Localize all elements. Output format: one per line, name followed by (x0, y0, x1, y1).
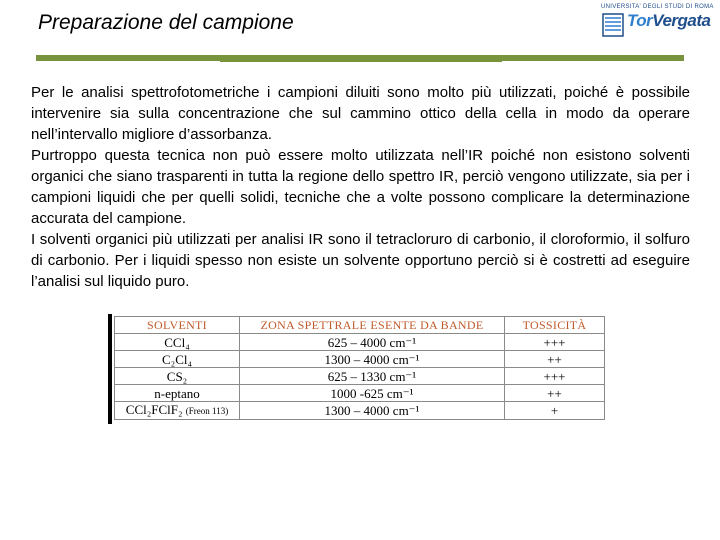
table-header-row (115, 317, 605, 334)
solvent-note: (Freon 113) (185, 406, 229, 416)
table-row (115, 351, 605, 368)
table-left-bar (108, 314, 112, 424)
toxicity-cell: ++ (505, 351, 605, 368)
table-row (115, 334, 605, 351)
paragraph: I solventi organici più utilizzati per analisi IR sono il tetracloruro di carbonio, il cloroformio, il solfuro di carbonio. Per i liquidi spesso non esiste un solvente opportuno perciò si è costretti ad eseguire l’analisi sul liquido puro. (31, 231, 690, 290)
paragraph: Purtroppo questa tecnica non può essere molto utilizzata nell’IR poiché non esistono solventi organici che siano trasparenti in tutta la regione dello spettro IR, perciò vengono utilizzate, sia per i campioni liquidi che per quelli solidi, tecniche che a volte possono complicare la determinazione accurata del campione. (31, 147, 690, 227)
zone-cell: 1300 – 4000 cm⁻¹ (240, 351, 505, 368)
logo-university-text: UNIVERSITA' DEGLI STUDI DI ROMA (601, 4, 714, 10)
solvent-cell: C₂Cl₄ (115, 351, 240, 368)
solvents-table-image (108, 314, 605, 424)
solvents-table (114, 316, 605, 420)
logo-brand-vergata: Vergata (652, 11, 711, 30)
zone-cell: 1300 – 4000 cm⁻¹ (240, 402, 505, 420)
header-tossicita: TOSSICITÀ (505, 317, 605, 334)
solvent-cell (115, 402, 240, 420)
paragraph: Per le analisi spettrofotometriche i campioni diluiti sono molto più utilizzati, poiché è possibile intervenire sia sulla concentrazione che sul cammino ottico della cella in modo da operare nell’intervallo migliore d’assorbanza. (31, 84, 690, 143)
zone-cell: 1000 -625 cm⁻¹ (240, 385, 505, 402)
solvent-cell: CCl₄ (115, 334, 240, 351)
logo-emblem-icon (601, 12, 625, 38)
logo-brand-tor: Tor (627, 11, 653, 30)
solvent-name: CCl₂FClF₂ (125, 402, 183, 417)
solvent-cell: CS₂ (115, 368, 240, 385)
toxicity-cell: ++ (505, 385, 605, 402)
toxicity-cell: +++ (505, 334, 605, 351)
toxicity-cell: +++ (505, 368, 605, 385)
slide-title: Preparazione del campione (38, 11, 294, 34)
header-zona: ZONA SPETTRALE ESENTE DA BANDE (240, 317, 505, 334)
solvent-cell: n-eptano (115, 385, 240, 402)
header-solventi: SOLVENTI (115, 317, 240, 334)
title-divider-highlight (220, 55, 502, 62)
table-row (115, 402, 605, 420)
table-row (115, 368, 605, 385)
university-logo (601, 4, 714, 40)
logo-brand (627, 11, 711, 31)
body-text (31, 82, 690, 292)
zone-cell: 625 – 4000 cm⁻¹ (240, 334, 505, 351)
zone-cell: 625 – 1330 cm⁻¹ (240, 368, 505, 385)
toxicity-cell: + (505, 402, 605, 420)
table-row (115, 385, 605, 402)
